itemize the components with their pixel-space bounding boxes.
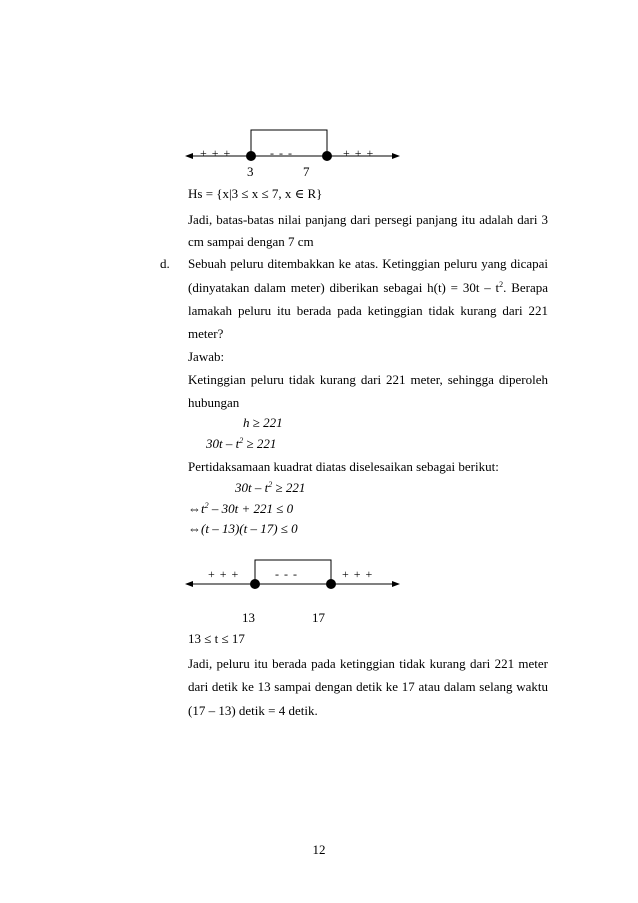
equivalence-icon: ⇔ bbox=[188, 501, 201, 516]
nl1-middle-sign: - - - bbox=[270, 146, 293, 160]
closed-point-7 bbox=[322, 151, 332, 161]
solution-set: Hs = {x|3 ≤ x ≤ 7, x ∈ R} bbox=[188, 186, 323, 201]
right-arrow-icon bbox=[392, 581, 400, 587]
nl1-right-sign: + + + bbox=[343, 146, 375, 160]
result-interval: 13 ≤ t ≤ 17 bbox=[188, 631, 245, 646]
nl2-label-a: 13 bbox=[242, 610, 255, 625]
closed-point-13 bbox=[250, 579, 260, 589]
step-2: $\Leftrightarrow t^2 - 30t + 221 \le 0$ bbox=[188, 501, 294, 516]
relation-h: h ≥ 221 bbox=[243, 415, 283, 430]
relation-30t: $30t - t^2 \ge 221$ bbox=[206, 436, 277, 451]
problem-line-3: lamakah peluru itu berada pada ketinggian tidak kurang dari 221 bbox=[188, 303, 548, 318]
nl1-left-sign: + + + bbox=[200, 146, 232, 160]
page-number: 12 bbox=[312, 842, 326, 857]
nl1-label-a: 3 bbox=[247, 164, 254, 179]
left-arrow-icon bbox=[185, 153, 193, 159]
conclusion-d-line-1: Jadi, peluru itu berada pada ketinggian tidak kurang dari 221 meter bbox=[188, 656, 548, 671]
conclusion-c-line-2: cm sampai dengan 7 cm bbox=[188, 234, 314, 249]
conclusion-c-line-1: Jadi, batas-batas nilai panjang dari persegi panjang itu adalah dari 3 bbox=[188, 212, 548, 227]
left-arrow-icon bbox=[185, 581, 193, 587]
closed-point-3 bbox=[246, 151, 256, 161]
problem-line-4: meter? bbox=[188, 326, 224, 341]
nl2-label-b: 17 bbox=[312, 610, 325, 625]
nl1-label-b: 7 bbox=[303, 164, 310, 179]
step-1: $30t - t^2 \ge 221$ bbox=[235, 480, 306, 495]
conclusion-d-line-2: dari detik ke 13 sampai dengan detik ke 17 atau dalam selang waktu bbox=[188, 679, 548, 694]
answer-sentence-1: Ketinggian peluru tidak kurang dari 221 meter, sehingga diperoleh bbox=[188, 372, 548, 387]
problem-line-2: (dinyatakan dalam meter) diberikan sebagai $h(t) = 30t - t^2$. Berapa bbox=[188, 280, 548, 295]
right-arrow-icon bbox=[392, 153, 400, 159]
equivalence-icon: ⇔ bbox=[188, 521, 201, 536]
problem-line-1: Sebuah peluru ditembakkan ke atas. Ketinggian peluru yang dicapai bbox=[188, 256, 548, 271]
solve-intro: Pertidaksamaan kuadrat diatas diselesaikan sebagai berikut: bbox=[188, 459, 499, 474]
item-marker-d: d. bbox=[160, 256, 170, 271]
step-3: ⇔(t – 13)(t – 17) ≤ 0 bbox=[188, 521, 298, 536]
conclusion-d-line-3: (17 – 13) detik = 4 detik. bbox=[188, 703, 318, 718]
nl2-right-sign: + + + bbox=[342, 567, 374, 581]
closed-point-17 bbox=[326, 579, 336, 589]
nl2-left-sign: + + + bbox=[208, 567, 240, 581]
jawab-label: Jawab: bbox=[188, 349, 225, 364]
answer-sentence-2: hubungan bbox=[188, 395, 240, 410]
nl2-middle-sign: - - - bbox=[275, 567, 298, 581]
